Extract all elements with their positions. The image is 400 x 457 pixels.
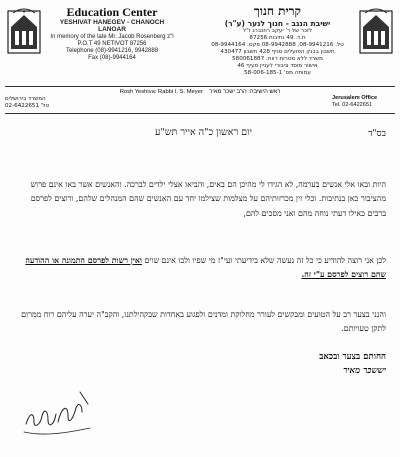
office-phone-hebrew: טל' 02-6422651 (5, 103, 50, 109)
memorial-hebrew: לזכר של ר' יעקב רוזנברג ז"ל (242, 28, 313, 34)
paragraph-3: והנני בצער רב על הטועים ומבקשים לעורר מחלוקת ומדנים ולפגוע באחדות שבקהילתנו, והקב"ה יערה עליהם רוח ממרום לתקן טעויותם. (21, 310, 386, 334)
phone-hebrew: טל. 08-9941216, 08-9942888 פקס. 08-9944164 (211, 42, 344, 48)
paragraph-2-emphasis: ואין רשות לפרסם התמונה או ההודעה שהם רוצים לפרסם ע"י זה. (25, 256, 386, 280)
letter-date: יום ראשון כ"ה אייר תש"ע (155, 127, 252, 138)
telephone-english: Telephone (08)-9941216, 9942888 (65, 48, 159, 55)
header-divider-bottom (5, 113, 395, 114)
rosh-yeshiva-english: Rosh Yeshiva: Rabbi I. S. Meyer (119, 89, 203, 95)
address-english: P.O.T 49 NETIVOT 87256 (77, 40, 147, 47)
amuta-hebrew: עמותה מס' 58-006-185-1 (244, 70, 311, 76)
paragraph-2 (12, 254, 386, 283)
bank-hebrew: חשבון בבנק הפועלים סניף 428 חשבון 430477 (220, 49, 335, 55)
jerusalem-office-english (332, 95, 392, 109)
fax-english: Fax (08)-9944164 (88, 55, 136, 62)
center-title-english: Education Center (66, 5, 158, 19)
yeshiva-name-hebrew: ישיבת הנגב - חנוך לנער (ע"ר) (224, 19, 331, 28)
paragraph-1: היות ובאו אלי אנשים בערמה, לא הגידו לי מהיכן הם באים, והביאו אצלי ילדים לברכה. והאנשים אשר באו אינם פרוש מהציבור כאן בנתיבות. וכלי זין מכרזותיהם על מצלמות שצילמו יחד עם האנשים שהם המנהלים שלהם, ורוצים לפרסם ברבים כאילו דעתי נוחה מהם ואני מסכים להם, (30, 180, 386, 218)
handwritten-signature (22, 382, 92, 440)
jerusalem-office-hebrew (5, 96, 65, 110)
closing-line: החותם בצער ובכאב (319, 352, 386, 362)
yeshiva-name-english: YESHIVAT HANEGEV - CHANOCH LANOAR (59, 19, 165, 34)
english-letterhead (47, 5, 177, 63)
yeshiva-logo-left (5, 5, 43, 57)
office-phone-english: Tel. 02-6422651 (332, 102, 373, 108)
rosh-yeshiva-hebrew: ראש הישיבה: הרב ישכר מאיר (209, 89, 281, 95)
bsd-marking: בס"ד (368, 129, 386, 139)
center-title-hebrew: קרית חנוך (254, 4, 301, 18)
approval-hebrew: אישור מוסד ציבורי לעניין סעיף 46 (237, 63, 318, 69)
tax-hebrew: משרד ללא מטרות רווח: 580061887 (232, 56, 323, 62)
office-label-english: Jerusalem Office (332, 95, 378, 101)
hebrew-letterhead (200, 4, 355, 77)
svg-text:♦: ♦ (22, 9, 26, 14)
yeshiva-logo-right (357, 5, 395, 57)
header-divider-top (5, 86, 395, 87)
memorial-english: In memory of the late Mr. Jacob Rosenberg z"l (50, 33, 174, 40)
address-hebrew: ת.ד. 49 נתיבות 87256 (249, 35, 306, 41)
office-label-hebrew: המשרד בירושלים (5, 96, 46, 102)
signer-name: יששכר מאיר (343, 366, 386, 376)
paragraph-2-intro: לכן אני רוצה להודיע כי כל זה נעשה שלא בידיעתי ועי"ז מי שפיו ולבו אינם שוים (141, 256, 386, 265)
rosh-yeshiva-line (72, 89, 328, 95)
